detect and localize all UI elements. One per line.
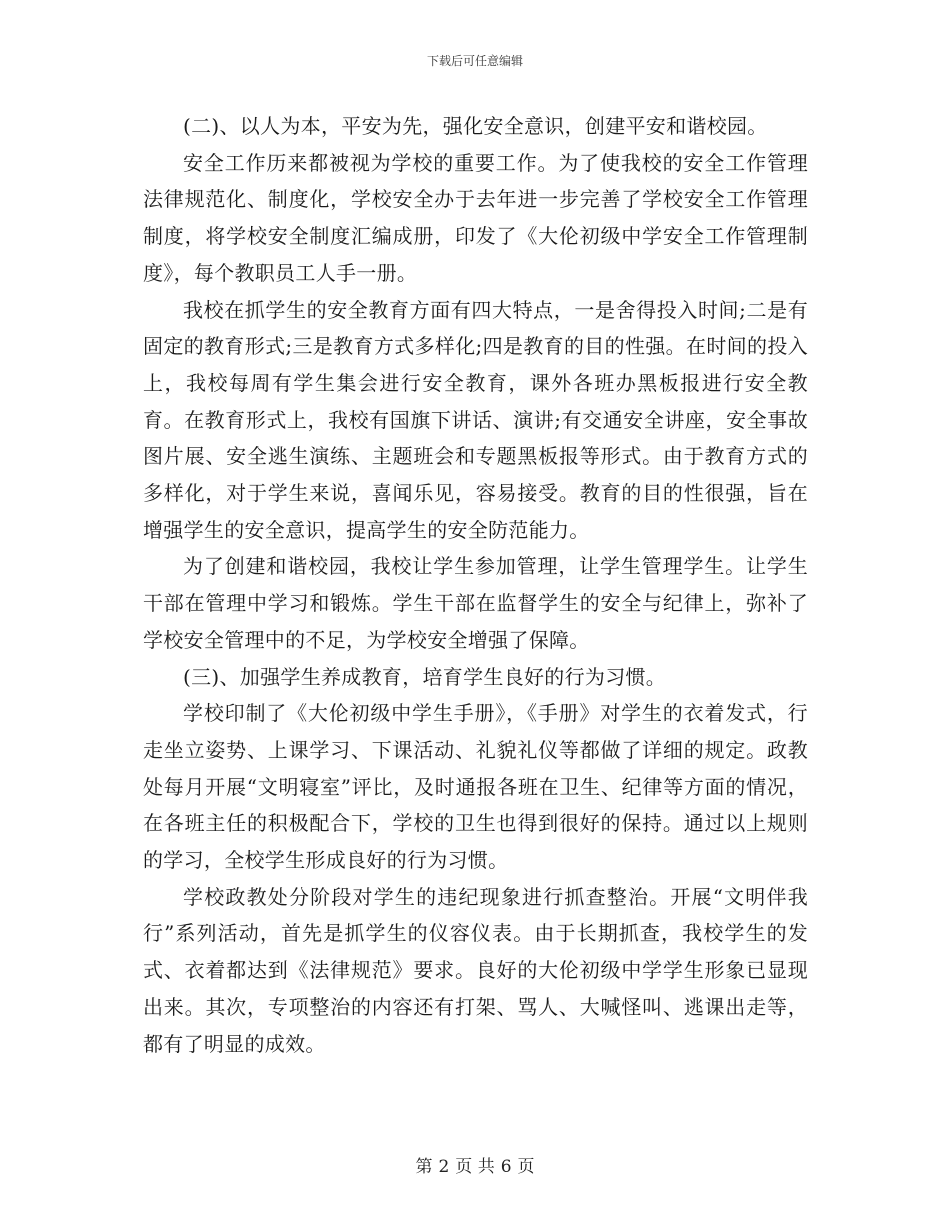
paragraph-safety-education: 我校在抓学生的安全教育方面有四大特点，一是舍得投入时间;二是有固定的教育形式;三是教育方式多样化;四是教育的目的性强。在时间的投入上，我校每周有学生集会进行安全教育，课外各班办黑板报进行安全教育。在教育形式上，我校有国旗下讲话、演讲;有交通安全讲座，安全事故图片展、安全逃生演练、主题班会和专题黑板报等形式。由于教育方式的多样化，对于学生来说，喜闻乐见，容易接受。教育的目的性很强，旨在增强学生的安全意识，提高学生的安全防范能力。 xyxy=(143,297,808,542)
page-total: 6 xyxy=(500,1157,512,1177)
paragraph-discipline-campaign: 学校政教处分阶段对学生的违纪现象进行抓查整治。开展“文明伴我行”系列活动，首先是抓学生的仪容仪表。由于长期抓查，我校学生的发式、衣着都达到《法律规范》要求。良好的大伦初级中学学生形象已显现出来。其次，专项整治的内容还有打架、骂人、大喊怪叫、逃课出走等，都有了明显的成效。 xyxy=(143,884,808,1056)
page-header-note: 下载后可任意编辑 xyxy=(426,54,523,68)
page-footer xyxy=(0,1152,950,1177)
paragraph-student-management: 为了创建和谐校园，我校让学生参加管理，让学生管理学生。让学生干部在管理中学习和锻炼。学生干部在监督学生的安全与纪律上，弥补了学校安全管理中的不足，为学校安全增强了保障。 xyxy=(143,554,808,652)
section-heading-2: (二)、以人为本，平安为先，强化安全意识，创建平安和谐校园。 xyxy=(183,114,768,138)
paragraph-student-handbook: 学校印制了《大伦初级中学生手册》，《手册》对学生的衣着发式，行走坐立姿势、上课学习、下课活动、礼貌礼仪等都做了详细的规定。政教处每月开展“文明寝室”评比，及时通报各班在卫生、纪律等方面的情况，在各班主任的积极配合下，学校的卫生也得到很好的保持。通过以上规则的学习，全校学生形成良好的行为习惯。 xyxy=(143,701,808,873)
page-prefix: 第 xyxy=(415,1157,433,1177)
paragraph-safety-management: 安全工作历来都被视为学校的重要工作。为了使我校的安全工作管理法律规范化、制度化，学校安全办于去年进一步完善了学校安全工作管理制度，将学校安全制度汇编成册，印发了《大伦初级中学安全工作管理制度》，每个教职员工人手一册。 xyxy=(143,150,808,285)
page-mid: 页 共 xyxy=(455,1157,495,1177)
page-suffix: 页 xyxy=(517,1157,535,1177)
document-body xyxy=(143,108,808,1062)
section-heading-3: (三)、加强学生养成教育，培育学生良好的行为习惯。 xyxy=(183,664,667,689)
page-current: 2 xyxy=(438,1157,450,1177)
